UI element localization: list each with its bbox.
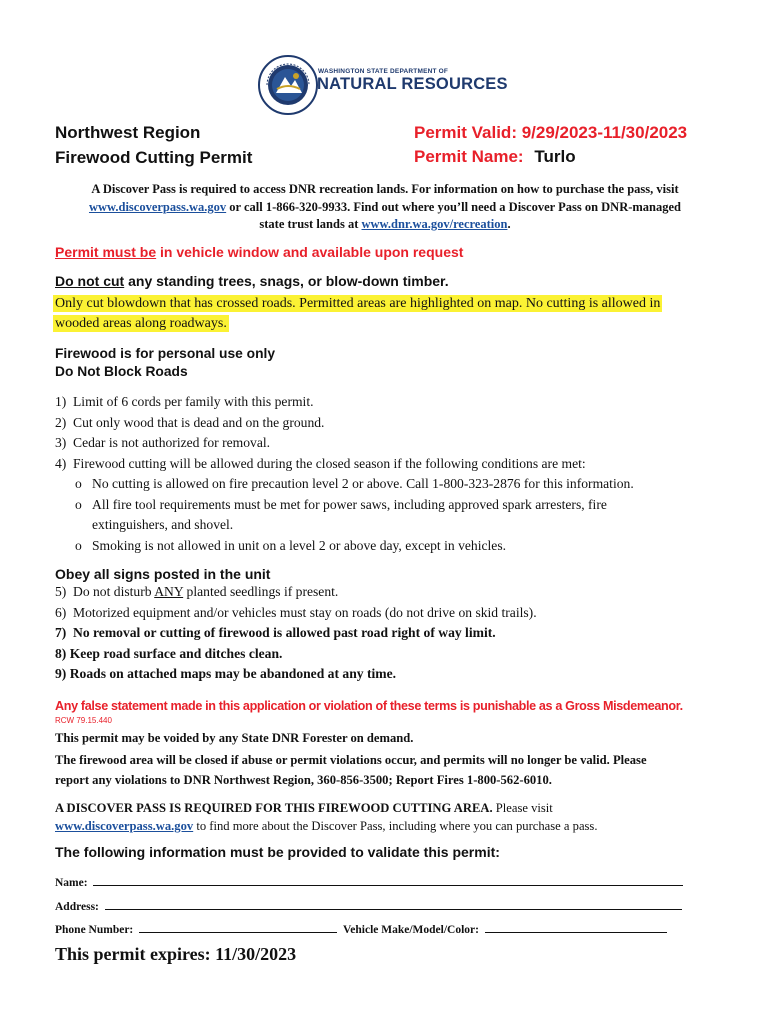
no-cut-heading xyxy=(55,273,449,289)
condition-item xyxy=(55,536,745,557)
dnr-logo xyxy=(258,54,520,118)
condition-text: No cutting is allowed on fire precaution level 2 or above. Call 1-800-323-2876 for this information. xyxy=(92,476,634,491)
rules-list xyxy=(55,392,745,556)
rule-number: 6) xyxy=(55,604,67,620)
bullet: o xyxy=(75,537,82,553)
address-field[interactable] xyxy=(105,898,682,910)
dnr-seal-icon xyxy=(258,55,318,115)
region-title: Northwest Region xyxy=(55,123,201,142)
logo-name-line: NATURAL RESOURCES xyxy=(317,75,508,93)
rule-text-underlined: ANY xyxy=(154,584,184,599)
rule-number: 3) xyxy=(55,435,67,450)
window-notice xyxy=(55,244,463,260)
rcw-reference: RCW 79.15.440 xyxy=(55,716,112,725)
discover-required-text: Please visit xyxy=(492,801,553,815)
signs-heading: Obey all signs posted in the unit xyxy=(55,566,271,582)
permit-name-value: Turlo xyxy=(534,147,576,166)
discoverpass-link[interactable]: www.discoverpass.wa.gov xyxy=(88,199,227,214)
list-item: 9) Roads on attached maps may be abandoned at any time. xyxy=(55,666,397,681)
intro-text-2: or call 1-866-320-9933. Find out where you’ll need a Discover Pass on DNR-managed xyxy=(226,199,682,214)
discover-required xyxy=(55,799,745,835)
permit-type-title: Firewood Cutting Permit xyxy=(55,148,253,167)
phone-label: Phone Number: xyxy=(55,924,134,936)
bullet: o xyxy=(75,496,82,512)
rule-text: Limit of 6 cords per family with this permit. xyxy=(73,394,314,409)
window-notice-text: in vehicle window and available upon request xyxy=(156,244,464,260)
condition-item xyxy=(55,495,745,536)
permit-name-row xyxy=(414,147,576,167)
rule-number: 2) xyxy=(55,414,67,430)
intro-text-3: state trust lands at xyxy=(259,217,362,231)
list-item xyxy=(55,582,745,603)
rule-text: No removal or cutting of firewood is allowed past road right of way limit. xyxy=(73,625,496,640)
name-field[interactable] xyxy=(93,874,683,886)
list-item xyxy=(55,454,745,475)
rule-text: Cut only wood that is dead and on the ground. xyxy=(73,414,325,430)
closure-notice xyxy=(55,750,745,790)
false-statement-warning: Any false statement made in this application or violation of these terms is punishable as a Gross Misdemeanor. xyxy=(55,699,683,713)
rule-text: Motorized equipment and/or vehicles must stay on roads (do not drive on skid trails). xyxy=(73,604,537,620)
highlight-line-1: Only cut blowdown that has crossed roads. Permitted areas are highlighted on map. No cutting is allowed in xyxy=(55,296,661,311)
discover-pass-intro xyxy=(40,181,730,234)
rule-text: Cedar is not authorized for removal. xyxy=(73,435,271,450)
signs-rules xyxy=(55,582,745,685)
form-heading: The following information must be provided to validate this permit: xyxy=(55,844,500,860)
list-item xyxy=(55,433,745,454)
condition-text: Smoking is not allowed in unit on a level 2 or above day, except in vehicles. xyxy=(92,537,507,553)
personal-use-heading xyxy=(55,345,275,381)
void-notice: This permit may be voided by any State DNR Forester on demand. xyxy=(55,731,414,745)
no-cut-text: any standing trees, snags, or blow-down timber. xyxy=(124,273,449,289)
no-cut-underlined: Do not cut xyxy=(55,273,125,289)
vehicle-label: Vehicle Make/Model/Color: xyxy=(343,924,479,936)
condition-item xyxy=(55,474,745,495)
condition-text-cont: extinguishers, and shovel. xyxy=(92,517,234,532)
permit-valid-dates: Permit Valid: 9/29/2023-11/30/2023 xyxy=(414,123,688,142)
rule-number: 1) xyxy=(55,394,67,409)
rule-number: 4) xyxy=(55,455,67,471)
discoverpass-link-2[interactable]: www.discoverpass.wa.gov xyxy=(55,819,194,833)
phone-field[interactable] xyxy=(139,921,337,933)
highlighted-notice xyxy=(53,294,662,333)
intro-text-1: A Discover Pass is required to access DNR recreation lands. For information on how to purchase the pass, visit xyxy=(91,182,679,196)
rule-number: 5) xyxy=(55,584,67,599)
list-item xyxy=(55,623,745,644)
list-item xyxy=(55,413,745,434)
list-item: 8) Keep road surface and ditches clean. xyxy=(55,645,283,661)
discover-required-text-2: to find more about the Discover Pass, including where you can purchase a pass. xyxy=(193,819,598,833)
address-label: Address: xyxy=(55,901,99,913)
condition-text: All fire tool requirements must be met for power saws, including approved spark arresters, fire xyxy=(92,496,607,512)
personal-use-line-2: Do Not Block Roads xyxy=(55,364,188,379)
address-row xyxy=(55,898,682,913)
personal-use-line-1: Firewood is for personal use only xyxy=(55,346,276,361)
rule-number: 7) xyxy=(55,625,67,640)
name-row xyxy=(55,874,683,889)
rule-text: Firewood cutting will be allowed during the closed season if the following conditions are met: xyxy=(73,455,586,471)
highlight-line-2: wooded areas along roadways. xyxy=(55,315,227,331)
expiration-notice: This permit expires: 11/30/2023 xyxy=(55,944,297,964)
rule-text-end: planted seedlings if present. xyxy=(183,584,339,599)
closure-line-1: The firewood area will be closed if abuse or permit violations occur, and permits will no longer be valid. Please xyxy=(55,753,647,767)
list-item xyxy=(55,392,745,413)
dnr-recreation-link[interactable]: www.dnr.wa.gov/recreation xyxy=(361,217,508,231)
rule-text: Do not disturb xyxy=(73,584,155,599)
vehicle-field[interactable] xyxy=(485,921,667,933)
list-item xyxy=(55,603,745,624)
closure-line-2: report any violations to DNR Northwest Region, 360-856-3500; Report Fires 1-800-562-6010. xyxy=(55,773,552,787)
name-label: Name: xyxy=(55,877,88,889)
permit-name-label: Permit Name: xyxy=(414,147,524,166)
window-notice-underlined: Permit must be xyxy=(55,244,157,260)
intro-text-4: . xyxy=(507,217,511,231)
phone-vehicle-row xyxy=(55,921,667,936)
bullet: o xyxy=(75,476,82,491)
discover-required-bold: A DISCOVER PASS IS REQUIRED FOR THIS FIREWOOD CUTTING AREA. xyxy=(55,801,493,815)
logo-dept-line: WASHINGTON STATE DEPARTMENT OF xyxy=(318,68,449,75)
